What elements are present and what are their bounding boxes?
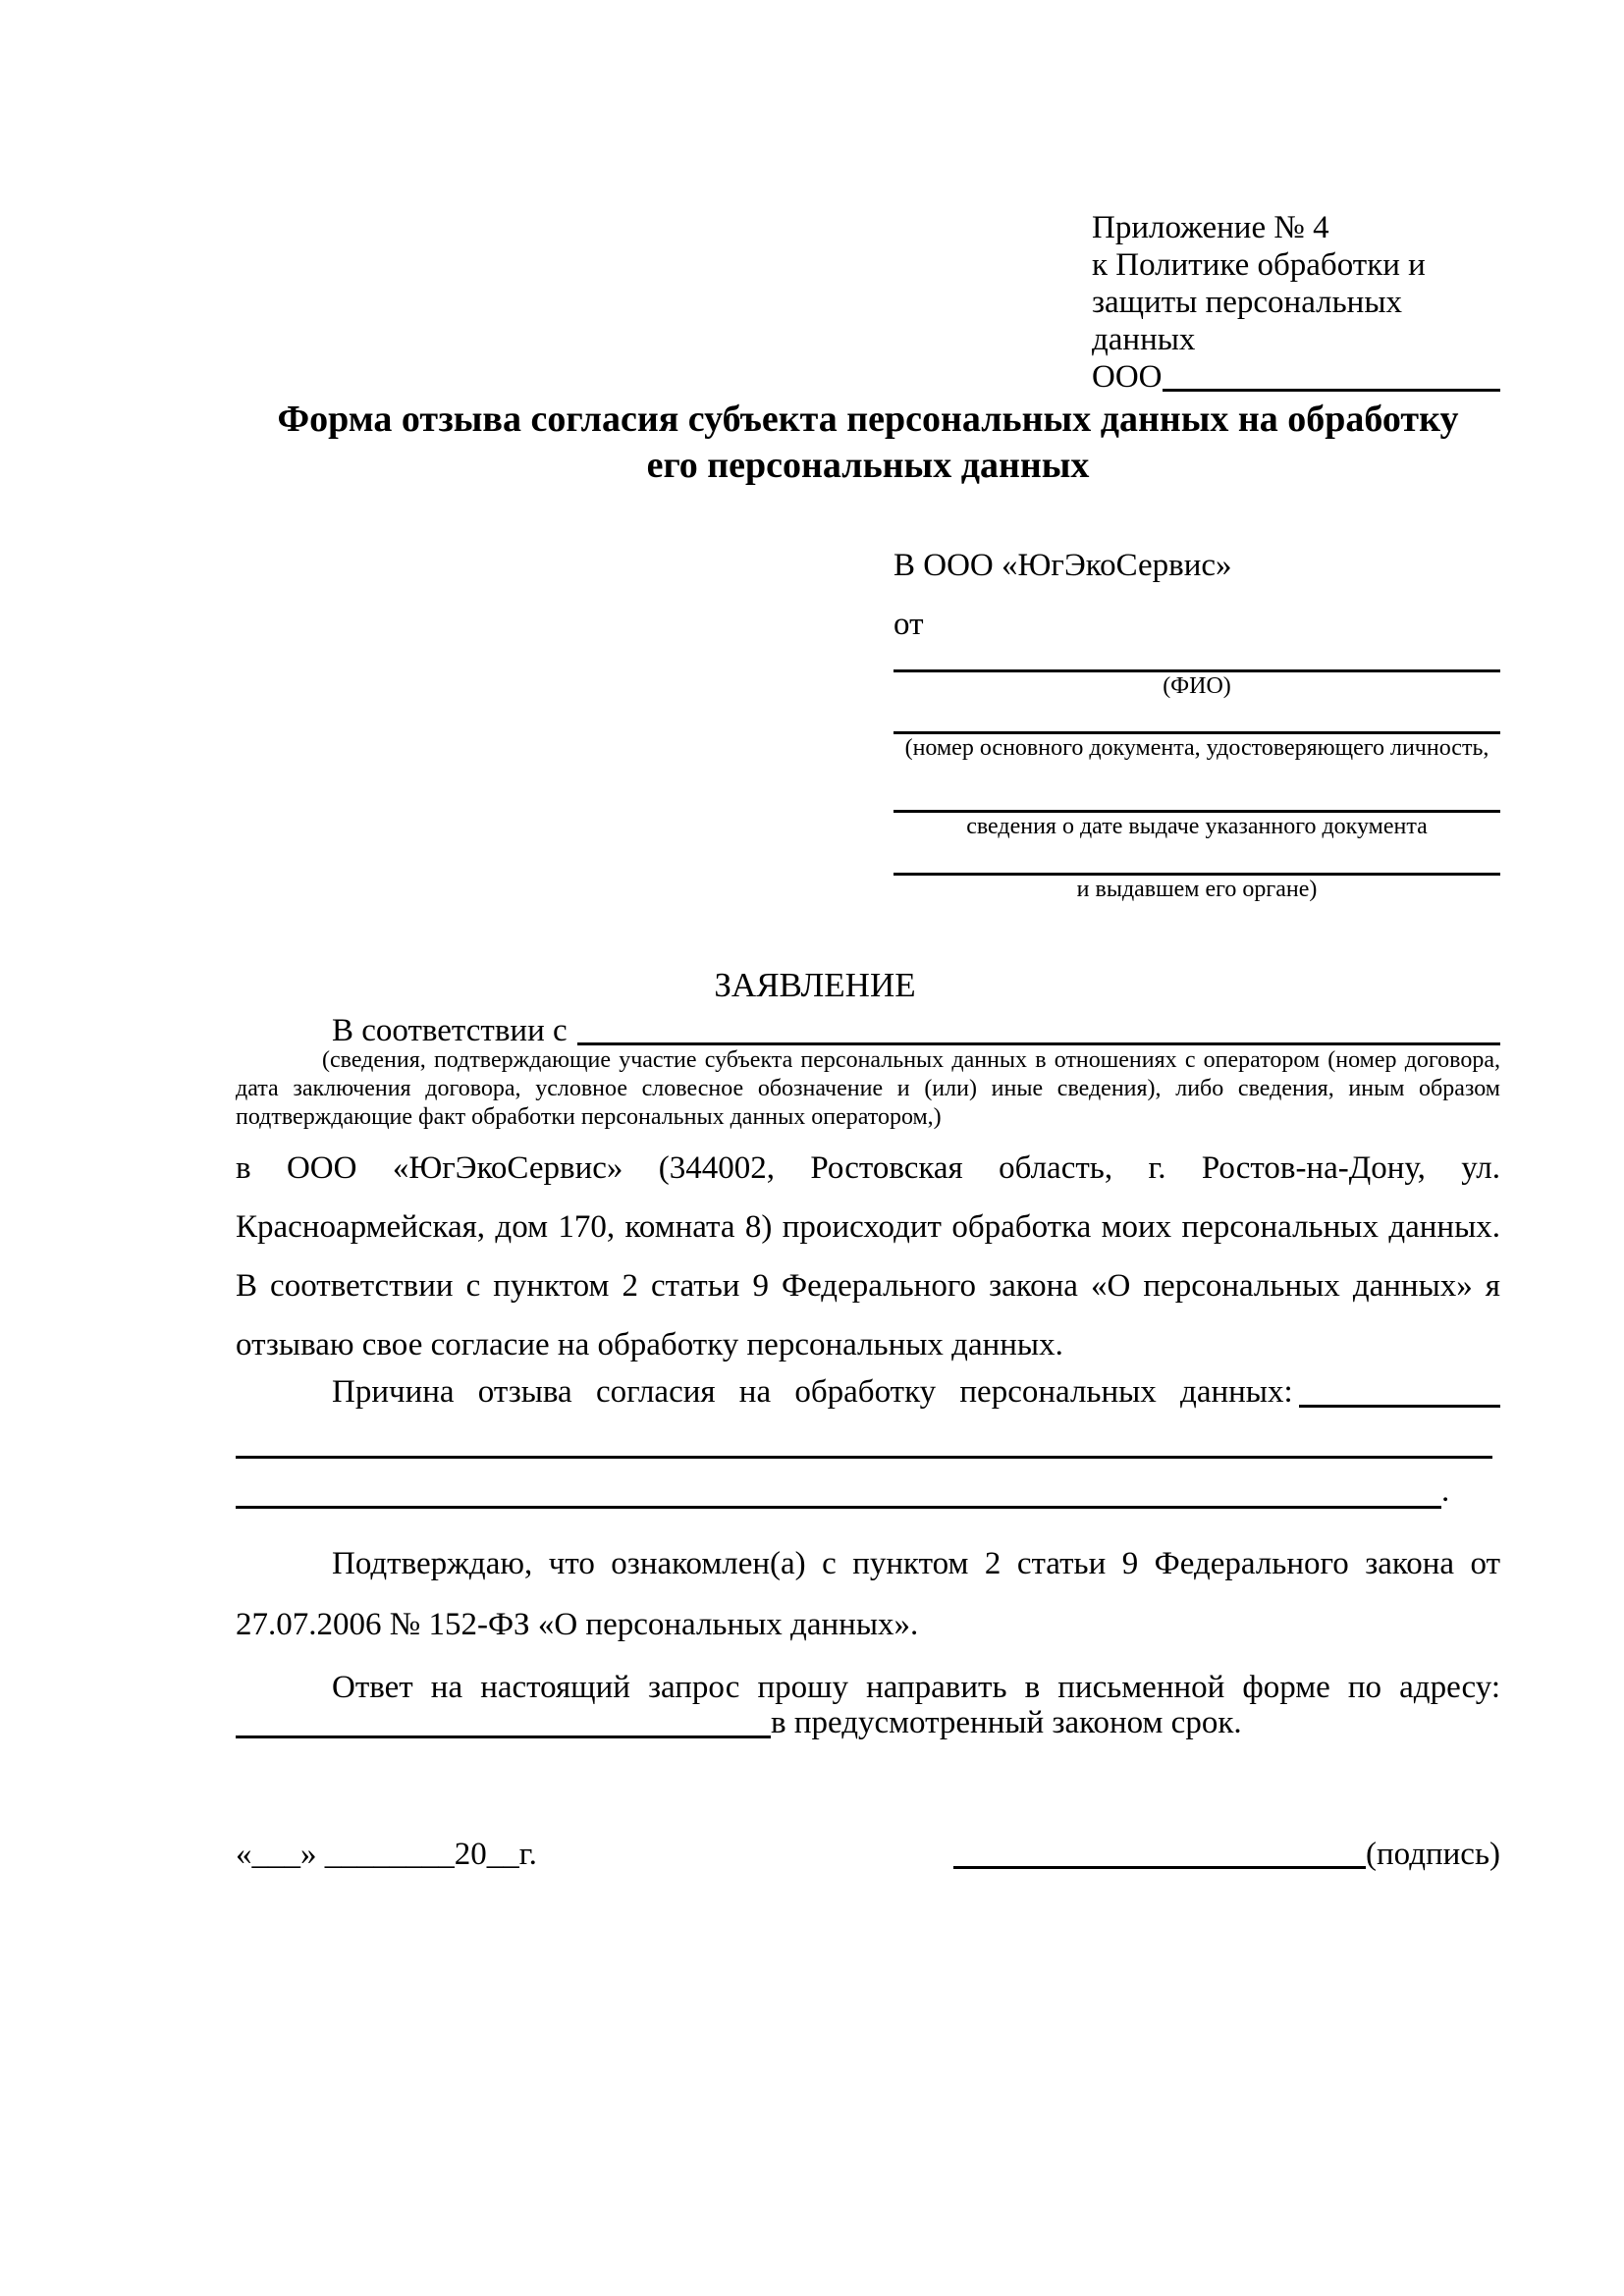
doc-number-caption: (номер основного документа, удостоверяющего личность, xyxy=(904,735,1489,761)
reply-tail: в предусмотренный законом срок. xyxy=(771,1705,1242,1740)
addressee-from-label: от xyxy=(893,607,924,642)
appendix-block xyxy=(1092,209,1500,396)
reason-blank-line-2-rule xyxy=(236,1453,1441,1509)
org-name-line xyxy=(1092,358,1500,396)
doc-issuer-blank-line xyxy=(893,840,1500,876)
reason-prefix: Причина отзыва согласия на обработку персональных данных: xyxy=(332,1374,1293,1410)
statement-body: в ООО «ЮгЭкоСервис» (344002, Ростовская область, г. Ростов-на-Дону, ул. Красноармейская, дом 170, комната 8) происходит обработка моих персональных данных. В соответствии с пунктом 2 статьи 9 Федерального закона «О персональных данных» я отзываю свое согласие на обработку персональных данных. xyxy=(236,1150,1500,1362)
appendix-line-3: защиты персональных данных xyxy=(1092,285,1402,357)
form-title-line-2: его персональных данных xyxy=(646,445,1090,486)
doc-date-caption: сведения о дате выдаче указанного документа xyxy=(966,814,1428,839)
footer-row xyxy=(236,1834,1500,1875)
appendix-line-2: к Политике обработки и xyxy=(1092,247,1426,283)
appendix-line-1: Приложение № 4 xyxy=(1092,210,1329,245)
signature-blank-line xyxy=(953,1866,1366,1869)
addressee-to: В ООО «ЮгЭкоСервис» xyxy=(893,548,1232,583)
signature-group xyxy=(953,1834,1500,1875)
signature-caption: (подпись) xyxy=(1366,1837,1500,1872)
org-label: ООО xyxy=(1092,359,1163,395)
according-line xyxy=(236,1011,1500,1050)
org-name-blank-line xyxy=(1163,358,1501,392)
reason-blank-line-1 xyxy=(236,1412,1492,1459)
form-title xyxy=(236,397,1500,489)
fio-blank-line xyxy=(893,644,1500,672)
reason-terminator: . xyxy=(1441,1473,1450,1509)
doc-date-blank-line xyxy=(893,762,1500,813)
addressee-block xyxy=(893,546,1500,903)
confirm-paragraph: Подтверждаю, что ознакомлен(а) с пунктом 2 статьи 9 Федерального закона от 27.07.2006 № 152-ФЗ «О персональных данных». xyxy=(236,1546,1500,1642)
fio-caption: (ФИО) xyxy=(1163,673,1231,699)
reply-address-blank-line xyxy=(236,1703,771,1738)
reason-line xyxy=(236,1372,1500,1412)
doc-issuer-caption: и выдавшем его органе) xyxy=(1076,877,1318,902)
reply-paragraph: Ответ на настоящий запрос прошу направить в письменной форме по адресу: xyxy=(332,1670,1500,1705)
statement-heading: ЗАЯВЛЕНИЕ xyxy=(714,966,916,1004)
reply-address-line xyxy=(236,1703,1500,1742)
date-line: «___» ________20__г. xyxy=(236,1837,537,1872)
statement-footnote: (сведения, подтверждающие участие субъекта персональных данных в отношениях с оператором (номер договора, дата заключения договора, условное словесное обозначение и (или) иные сведения), либо сведения, иным образом подтверждающие факт обработки персональных данных оператором,) xyxy=(236,1047,1500,1130)
reason-blank-line-2 xyxy=(236,1456,1500,1509)
reason-blank-start xyxy=(1299,1372,1500,1408)
doc-number-blank-line xyxy=(893,700,1500,734)
form-title-line-1: Форма отзыва согласия субъекта персональных данных на обработку xyxy=(277,399,1459,440)
according-prefix: В соответствии с xyxy=(332,1013,568,1048)
according-blank-line xyxy=(577,1011,1500,1045)
